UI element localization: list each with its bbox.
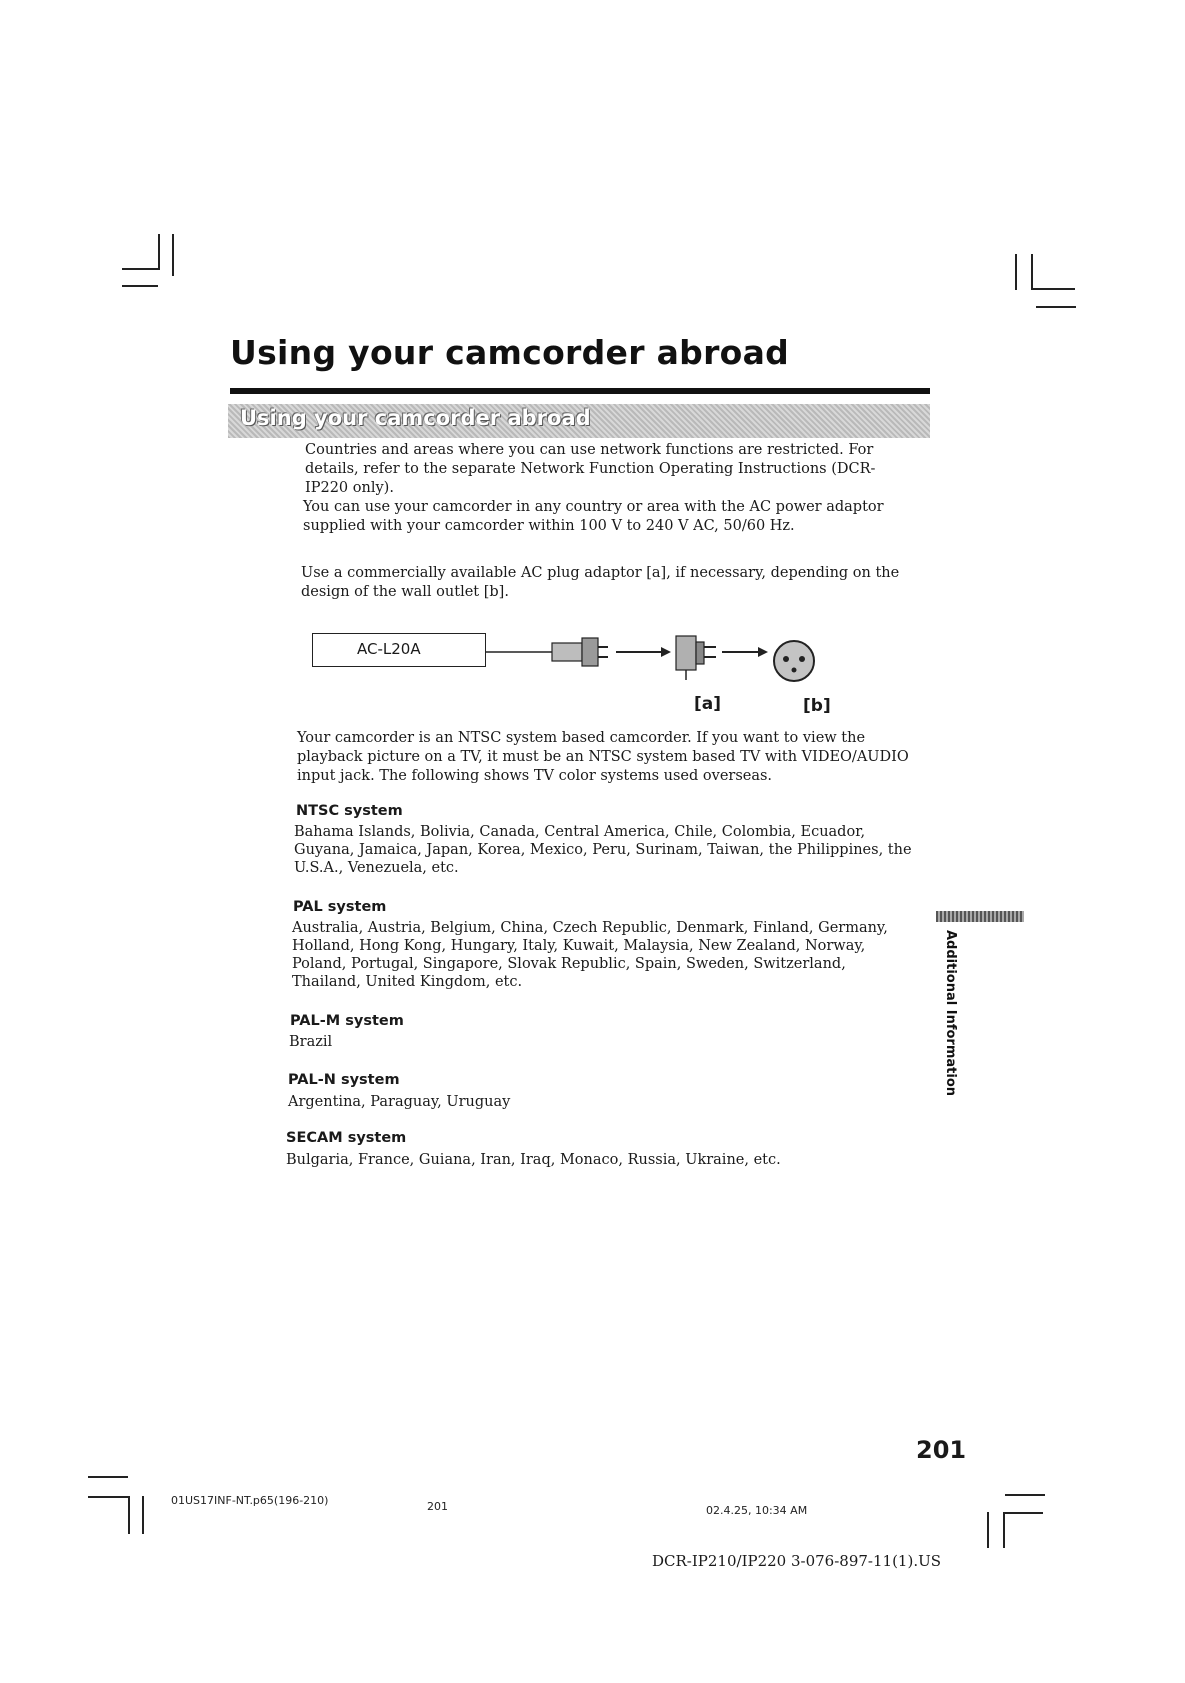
plug-adaptor-icon bbox=[676, 636, 716, 680]
system-countries: Australia, Austria, Belgium, China, Czech Republic, Denmark, Finland, Germany, Holland, Hong Kong, Hungary, Italy, Kuwait, Malaysia, New Zealand, Norway, Poland, Portugal, Singapore, Slovak Republic, Spain, Sweden, Switzerland, Thailand, United Kingdom, etc. bbox=[292, 920, 888, 990]
network-note: Countries and areas where you can use network functions are restricted. For details, refer to the separate Network Function Operating Instructions (DCR-IP220 only). bbox=[305, 442, 876, 496]
system-countries: Bahama Islands, Bolivia, Canada, Central America, Chile, Colombia, Ecuador, Guyana, Jamaica, Japan, Korea, Mexico, Peru, Surinam, Taiwan, the Philippines, the U.S.A., Venezuela, etc. bbox=[294, 824, 912, 876]
crop-mark bbox=[158, 234, 160, 270]
arrow-right-icon bbox=[616, 647, 671, 657]
system-heading: PAL-M system bbox=[290, 1013, 404, 1029]
crop-mark bbox=[1015, 254, 1017, 290]
side-tab-label: Additional Information bbox=[943, 930, 958, 1097]
label-a: [a] bbox=[694, 694, 722, 714]
plug-note: Use a commercially available AC plug adaptor [a], if necessary, depending on the design of the wall outlet [b]. bbox=[301, 565, 900, 600]
system-heading: NTSC system bbox=[296, 803, 403, 819]
footer-page-number: 201 bbox=[427, 1500, 448, 1513]
power-note: You can use your camcorder in any country or area with the AC power adaptor supplied with your camcorder within 100 V to 240 V AC, 50/60 Hz. bbox=[303, 499, 884, 534]
side-tab-bar bbox=[936, 911, 1024, 922]
system-countries: Bulgaria, France, Guiana, Iran, Iraq, Monaco, Russia, Ukraine, etc. bbox=[286, 1152, 781, 1168]
footer-timestamp: 02.4.25, 10:34 AM bbox=[706, 1504, 808, 1517]
system-heading: PAL system bbox=[293, 899, 387, 915]
system-heading: PAL-N system bbox=[288, 1072, 400, 1088]
page-number: 201 bbox=[916, 1436, 967, 1464]
arrow-right-icon bbox=[722, 647, 768, 657]
power-plug-icon bbox=[552, 638, 608, 666]
label-b: [b] bbox=[803, 696, 831, 716]
tv-note: Your camcorder is an NTSC system based camcorder. If you want to view the playback picture on a TV, it must be an NTSC system based TV with VIDEO/AUDIO input jack. The following shows TV color systems used overseas. bbox=[297, 730, 909, 784]
wall-outlet-icon bbox=[774, 641, 814, 681]
adaptor-model-box bbox=[312, 633, 486, 667]
crop-mark bbox=[122, 285, 158, 287]
adaptor-model-label: AC-L20A bbox=[357, 640, 421, 658]
crop-mark bbox=[122, 268, 158, 270]
section-banner bbox=[228, 404, 930, 438]
model-code: DCR-IP210/IP220 3-076-897-11(1).US bbox=[652, 1552, 942, 1570]
crop-mark bbox=[88, 1476, 128, 1478]
crop-mark bbox=[1036, 306, 1076, 308]
crop-mark bbox=[88, 1496, 128, 1498]
crop-mark bbox=[1005, 1494, 1045, 1496]
crop-mark bbox=[1003, 1512, 1005, 1548]
title-rule bbox=[230, 388, 930, 394]
system-heading: SECAM system bbox=[286, 1130, 407, 1146]
section-banner-label: Using your camcorder abroad bbox=[240, 406, 591, 430]
crop-mark bbox=[1031, 254, 1033, 290]
crop-mark bbox=[172, 234, 174, 276]
system-countries: Argentina, Paraguay, Uruguay bbox=[288, 1094, 511, 1110]
crop-mark bbox=[128, 1496, 130, 1534]
crop-mark bbox=[1003, 1512, 1043, 1514]
footer-file-name: 01US17INF-NT.p65(196-210) bbox=[171, 1494, 329, 1507]
system-countries: Brazil bbox=[289, 1034, 333, 1050]
crop-mark bbox=[1031, 288, 1075, 290]
crop-mark bbox=[987, 1512, 989, 1548]
plug-diagram bbox=[486, 628, 856, 684]
crop-mark bbox=[142, 1496, 144, 1534]
page-title: Using your camcorder abroad bbox=[230, 333, 790, 372]
